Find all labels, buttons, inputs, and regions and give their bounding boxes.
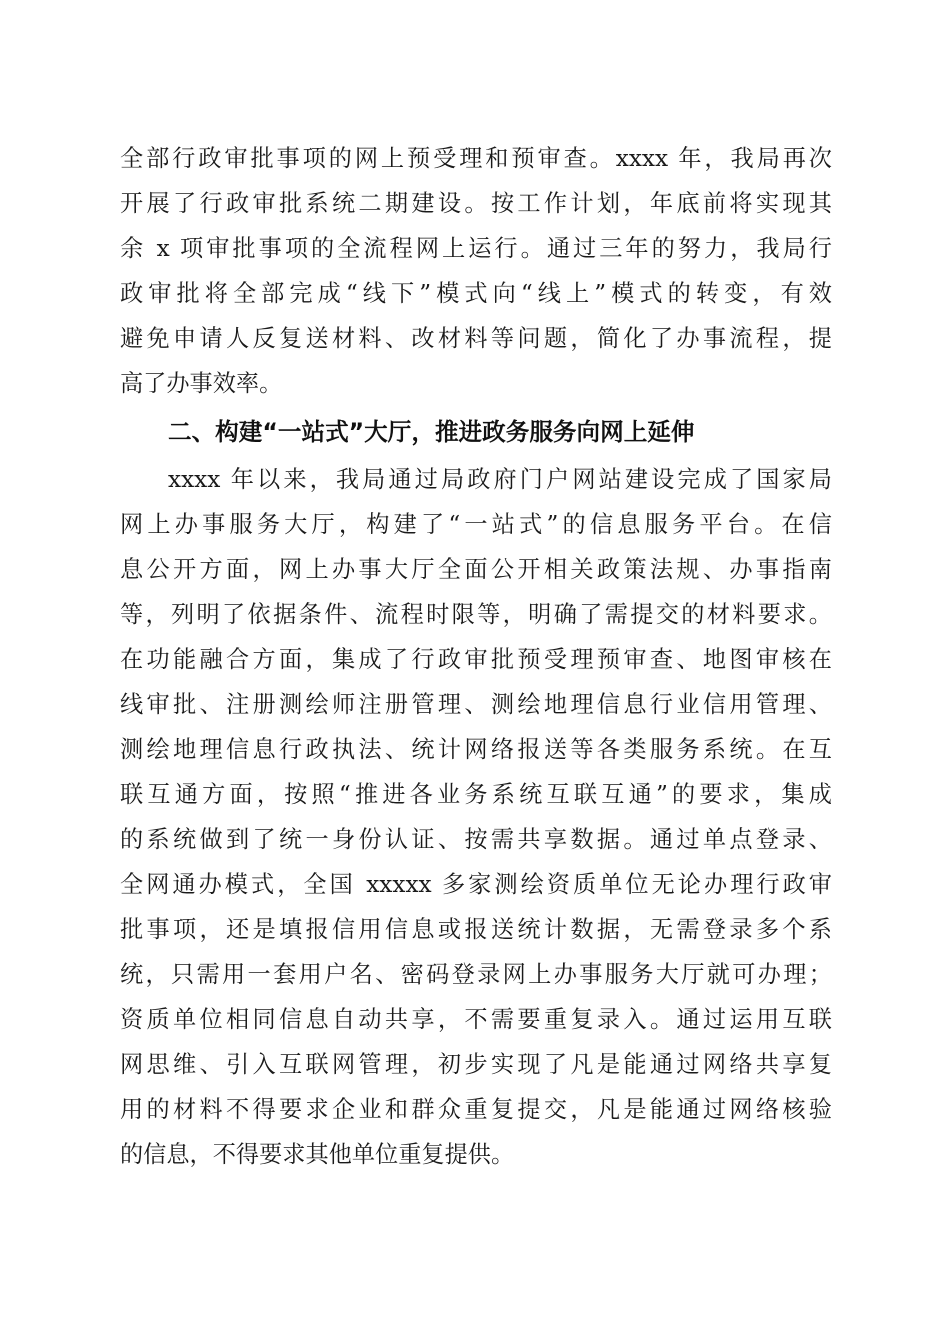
text-line: 用的材料不得要求企业和群众重复提交，凡是能通过网络核验: [120, 1096, 832, 1123]
text-line: 避免申请人反复送材料、改材料等问题，简化了办事流程，提: [120, 325, 832, 352]
text-line: xxxx 年以来，我局通过局政府门户网站建设完成了国家局: [168, 466, 832, 493]
text-line: 等，列明了依据条件、流程时限等，明确了需提交的材料要求。: [120, 601, 832, 628]
section-heading: 二、构建“一站式”大厅，推进政务服务向网上延伸: [168, 418, 695, 446]
text-line: 线审批、注册测绘师注册管理、测绘地理信息行业信用管理、: [120, 691, 832, 718]
text-line: 的系统做到了统一身份认证、按需共享数据。通过单点登录、: [120, 826, 832, 853]
paragraph-2: [120, 457, 832, 1177]
text-line: 网思维、引入互联网管理，初步实现了凡是能通过网络共享复: [120, 1051, 832, 1078]
text-line: 高了办事效率。: [120, 370, 283, 397]
text-line: 联互通方面，按照“推进各业务系统互联互通”的要求，集成: [120, 781, 832, 808]
text-line: 统，只需用一套用户名、密码登录网上办事服务大厅就可办理；: [120, 961, 832, 988]
text-line: 政审批将全部完成“线下”模式向“线上”模式的转变，有效: [120, 280, 832, 307]
text-line: 在功能融合方面，集成了行政审批预受理预审查、地图审核在: [120, 646, 832, 673]
text-line: 资质单位相同信息自动共享，不需要重复录入。通过运用互联: [120, 1006, 832, 1033]
document-body: [120, 136, 832, 1177]
text-line: 开展了行政审批系统二期建设。按工作计划，年底前将实现其: [120, 190, 832, 217]
text-line: 余 x 项审批事项的全流程网上运行。通过三年的努力，我局行: [120, 235, 832, 262]
paragraph-1: [120, 136, 832, 406]
text-line: 全网通办模式，全国 xxxxx 多家测绘资质单位无论办理行政审: [120, 871, 832, 898]
text-line: 息公开方面，网上办事大厅全面公开相关政策法规、办事指南: [120, 556, 832, 583]
text-line: 的信息，不得要求其他单位重复提供。: [120, 1141, 515, 1168]
text-line: 批事项，还是填报信用信息或报送统计数据，无需登录多个系: [120, 916, 832, 943]
text-line: 网上办事服务大厅，构建了“一站式”的信息服务平台。在信: [120, 511, 832, 538]
text-line: 测绘地理信息行政执法、统计网络报送等各类服务系统。在互: [120, 736, 832, 763]
text-line: 全部行政审批事项的网上预受理和预审查。xxxx 年，我局再次: [120, 145, 832, 172]
